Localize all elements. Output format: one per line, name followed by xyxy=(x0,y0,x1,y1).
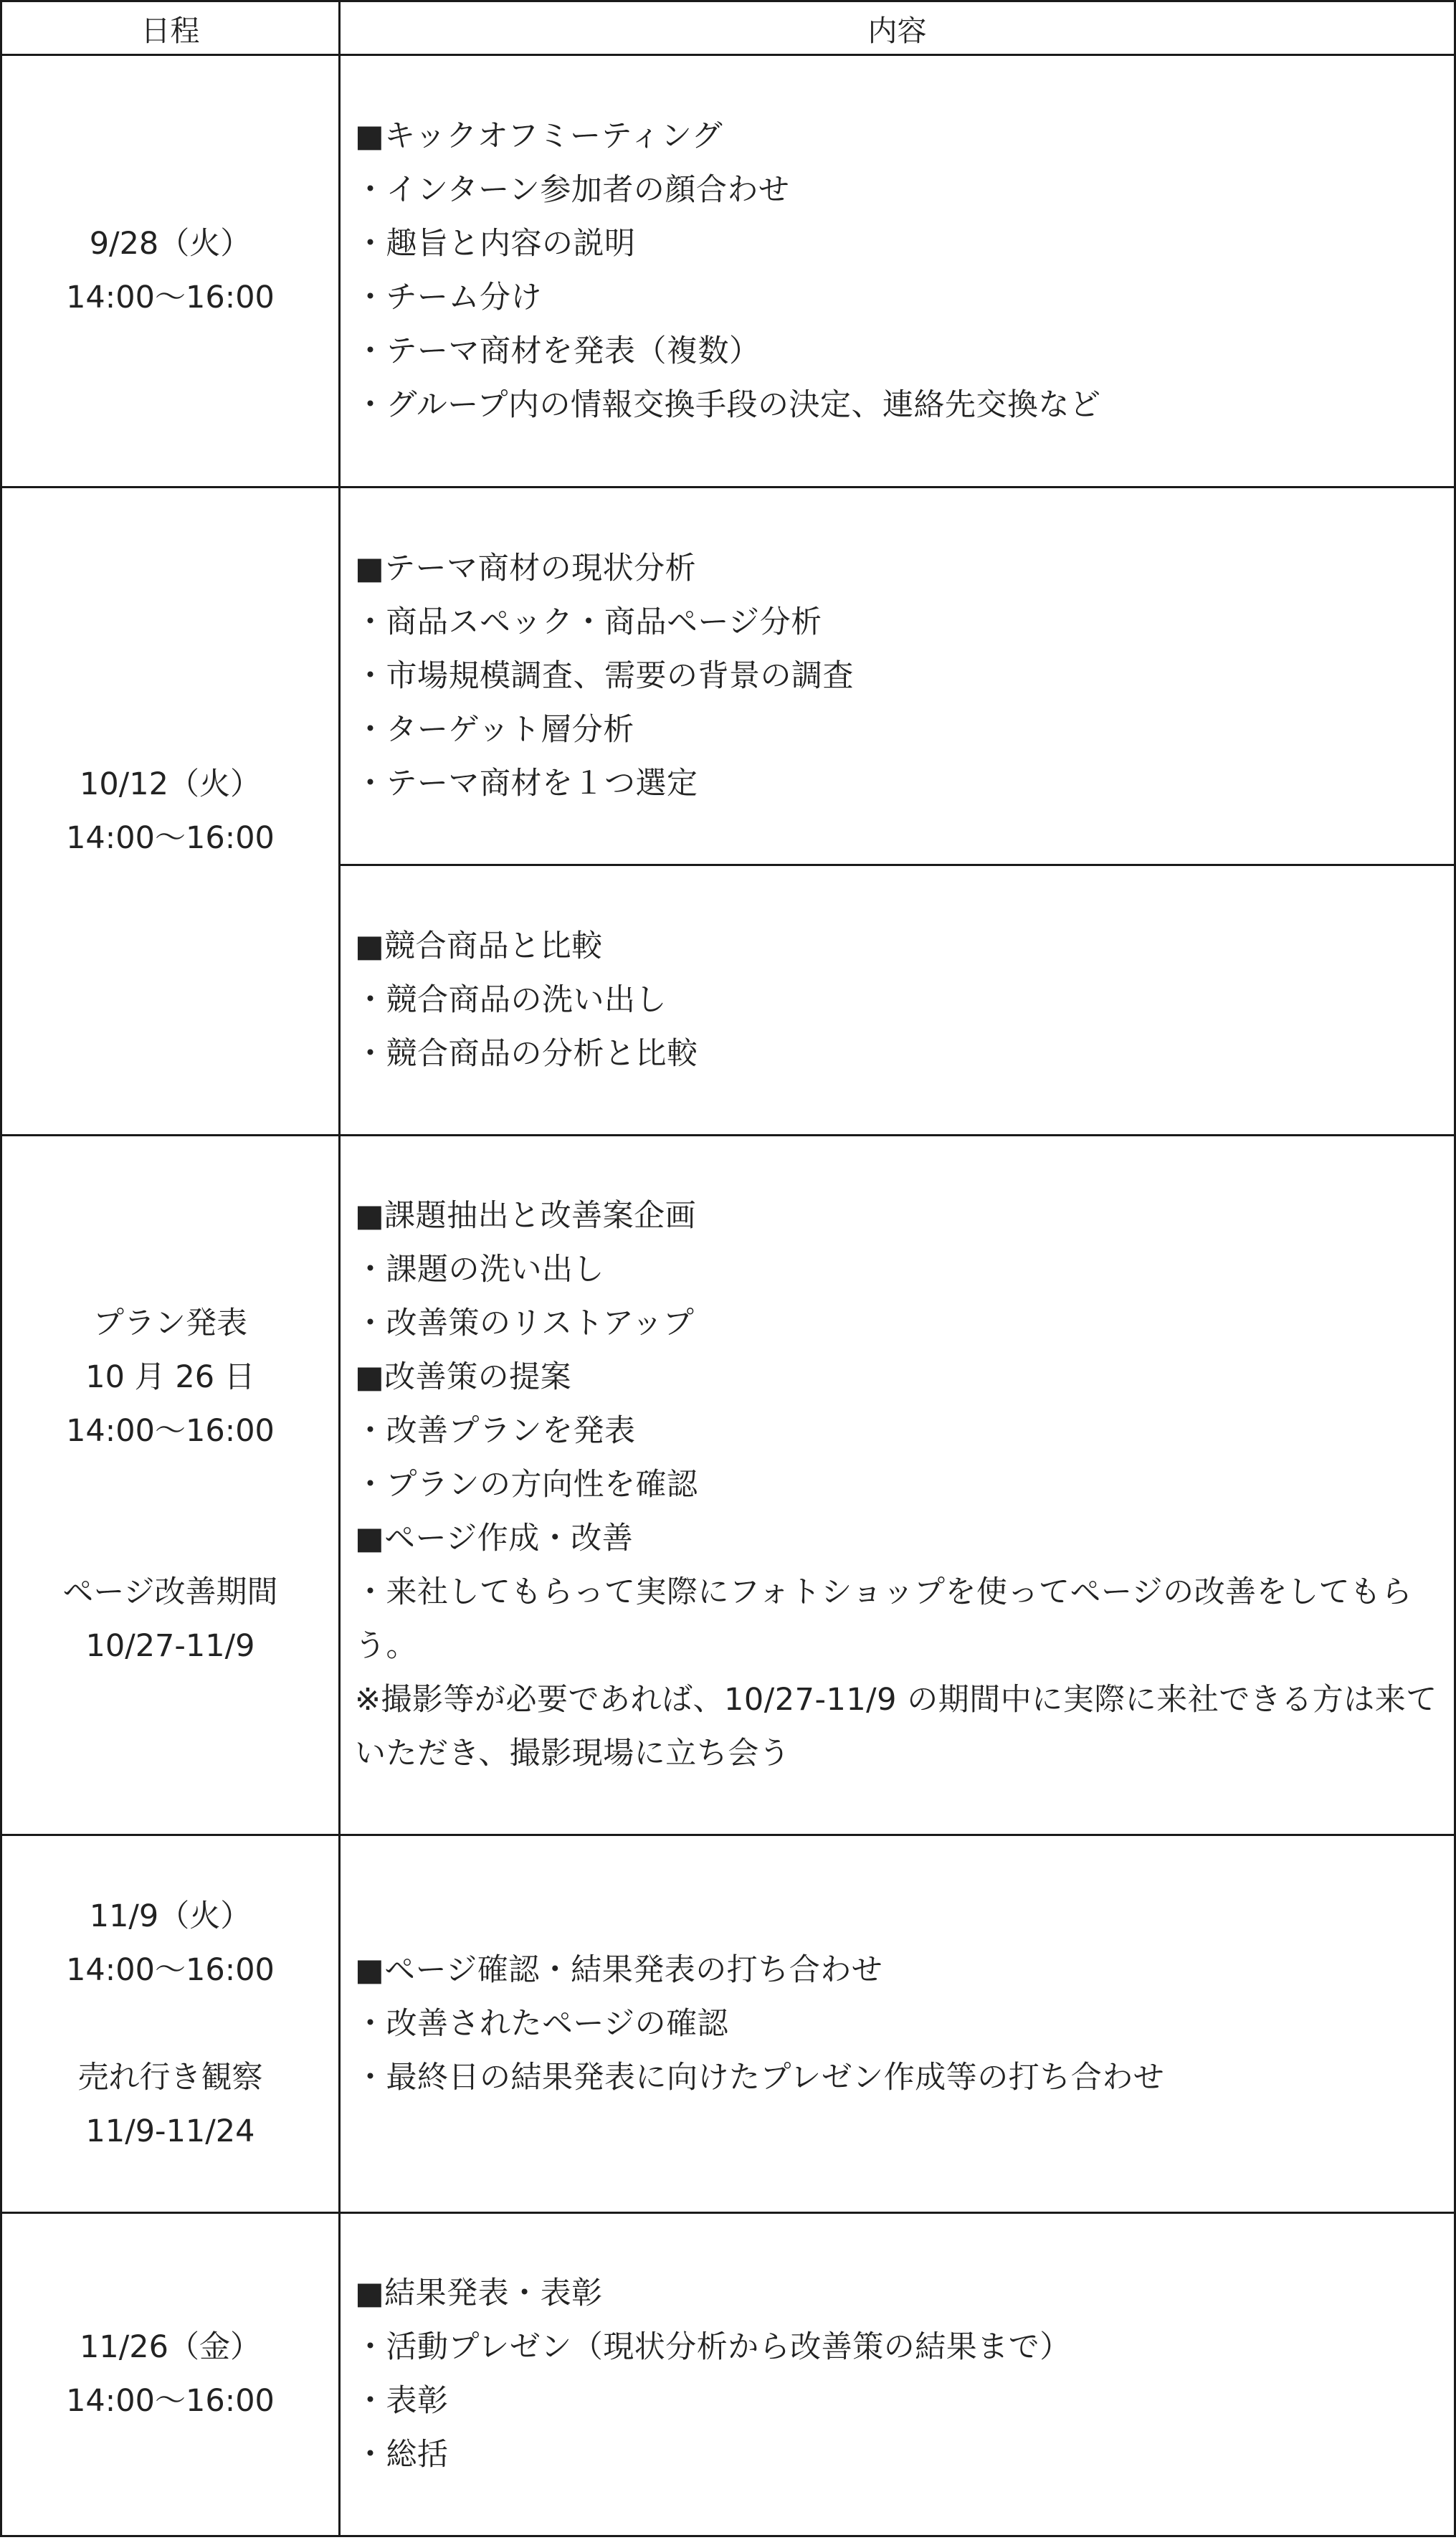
section-heading: ■ページ確認・結果発表の打ち合わせ xyxy=(355,1951,883,1988)
header-row xyxy=(1,1,1455,55)
bullet-item: ・チーム分け xyxy=(355,280,542,315)
schedule-body xyxy=(1,55,1455,2536)
date-cell xyxy=(1,487,340,1136)
bullet-item: ・テーマ商材を発表（複数） xyxy=(355,333,761,369)
section-heading: ■テーマ商材の現状分析 xyxy=(355,550,697,586)
date-line: 11/26（金） xyxy=(80,2329,261,2365)
date-cell xyxy=(1,2213,340,2536)
bullet-item: ・趣旨と内容の説明 xyxy=(355,226,636,262)
date-cell xyxy=(1,1136,340,1835)
bullet-item: ・市場規模調査、需要の背景の調査 xyxy=(355,657,854,694)
section-heading: ■結果発表・表彰 xyxy=(355,2275,603,2311)
date-line: ページ改善期間 xyxy=(62,1574,278,1610)
bullet-item: ・総括 xyxy=(355,2437,449,2473)
header-content: 内容 xyxy=(340,1,1455,55)
content-cell xyxy=(340,1136,1455,1835)
header-date: 日程 xyxy=(1,1,340,55)
content-cell xyxy=(340,55,1455,487)
bullet-item: ・テーマ商材を１つ選定 xyxy=(355,765,698,802)
note-line: ※撮影等が必要であれば、10/27-11/9 の期間中に実際に来社できる方は来ていただき、撮影現場に立ち会う xyxy=(355,1682,1437,1771)
date-line: 14:00～16:00 xyxy=(66,2383,275,2419)
date-spacer xyxy=(2,1997,338,2051)
bullet-item: ・表彰 xyxy=(355,2383,449,2419)
bullet-item: ・活動プレゼン（現状分析から改善策の結果まで） xyxy=(355,2329,1071,2365)
date-cell xyxy=(1,55,340,487)
section-heading: ■改善策の提案 xyxy=(355,1359,572,1395)
bullet-item: ・グループ内の情報交換手段の決定、連絡先交換など xyxy=(355,387,1101,423)
schedule-row xyxy=(1,1835,1455,2213)
date-spacer xyxy=(2,1458,338,1512)
bullet-item: ・プランの方向性を確認 xyxy=(355,1467,698,1503)
bullet-item: ・最終日の結果発表に向けたプレゼン作成等の打ち合わせ xyxy=(355,2059,1165,2096)
bullet-item: ・改善プランを発表 xyxy=(355,1413,636,1449)
date-line: 14:00～16:00 xyxy=(66,1951,275,1988)
bullet-item: ・商品スペック・商品ページ分析 xyxy=(355,604,822,640)
date-line: 10/27-11/9 xyxy=(85,1628,255,1664)
date-line: 9/28（火） xyxy=(89,226,252,262)
bullet-item: ・来社してもらって実際にフォトショップを使ってページの改善をしてもらう。 xyxy=(355,1574,1413,1664)
bullet-item: ・課題の洗い出し xyxy=(355,1252,604,1288)
schedule-row xyxy=(1,55,1455,487)
date-line: 11/9-11/24 xyxy=(85,2113,255,2149)
content-cell xyxy=(340,487,1455,865)
date-line: 14:00～16:00 xyxy=(66,1413,275,1449)
date-line: 10 月 26 日 xyxy=(85,1359,255,1395)
date-cell xyxy=(1,1835,340,2213)
date-spacer xyxy=(2,1512,338,1566)
date-line: プラン発表 xyxy=(93,1305,247,1341)
date-line: 14:00～16:00 xyxy=(66,280,275,315)
bullet-item: ・インターン参加者の顔合わせ xyxy=(355,172,790,208)
content-cell xyxy=(340,865,1455,1136)
section-heading: ■ページ作成・改善 xyxy=(355,1521,634,1556)
date-line: 10/12（火） xyxy=(80,766,261,802)
bullet-item: ・競合商品の分析と比較 xyxy=(355,1035,698,1072)
date-line: 14:00～16:00 xyxy=(66,819,275,856)
bullet-item: ・改善策のリストアップ xyxy=(355,1305,695,1341)
bullet-item: ・ターゲット層分析 xyxy=(355,711,634,748)
bullet-item: ・競合商品の洗い出し xyxy=(355,981,667,1018)
section-heading: ■競合商品と比較 xyxy=(355,928,603,964)
section-heading: ■課題抽出と改善案企画 xyxy=(355,1198,697,1234)
schedule-row xyxy=(1,1136,1455,1835)
content-cell xyxy=(340,1835,1455,2213)
schedule-row xyxy=(1,2213,1455,2536)
schedule-row xyxy=(1,487,1455,865)
date-line: 11/9（火） xyxy=(89,1898,252,1934)
content-cell xyxy=(340,2213,1455,2536)
section-heading: ■キックオフミーティング xyxy=(355,118,723,154)
bullet-item: ・改善されたページの確認 xyxy=(355,2005,729,2042)
date-line: 売れ行き観察 xyxy=(77,2059,263,2096)
